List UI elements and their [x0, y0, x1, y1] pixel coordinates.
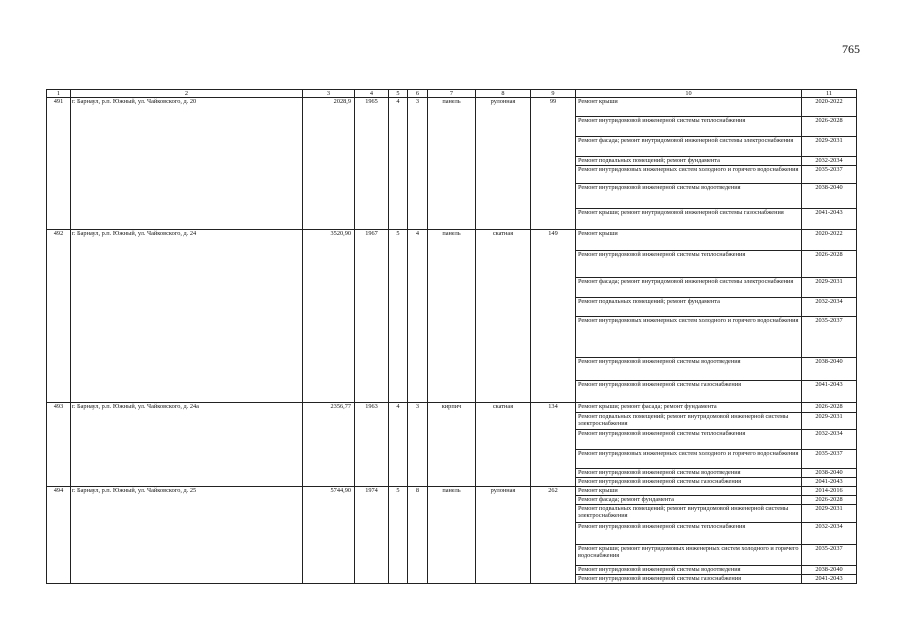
repair-period: 2029-2031 — [802, 137, 857, 157]
repair-work: Ремонт крыши — [576, 487, 802, 496]
repair-work: Ремонт подвальных помещений; ремонт фундамента — [576, 157, 802, 166]
roof-type: рулонная — [476, 98, 531, 230]
repair-work: Ремонт фасада; ремонт внутридомовой инженерной системы электроснабжения — [576, 278, 802, 298]
wall-material: кирпич — [428, 403, 476, 487]
repair-period: 2029-2031 — [802, 278, 857, 298]
building-year: 1965 — [355, 98, 389, 230]
repair-period: 2035-2037 — [802, 166, 857, 184]
building-year: 1967 — [355, 230, 389, 403]
repair-work: Ремонт внутридомовых инженерных систем холодного и горячего водоснабжения — [576, 317, 802, 358]
building-floors: 5 — [389, 230, 408, 403]
repair-work: Ремонт внутридомовой инженерной системы водоотведения — [576, 469, 802, 478]
building-address: г. Барнаул, р.п. Южный, ул. Чайковского, д. 24а — [71, 403, 303, 487]
resident-count: 149 — [531, 230, 576, 403]
repair-period: 2041-2043 — [802, 209, 857, 230]
building-year: 1963 — [355, 403, 389, 487]
repair-work: Ремонт внутридомовой инженерной системы теплоснабжения — [576, 430, 802, 450]
repair-period: 2032-2034 — [802, 523, 857, 545]
building-entrances: 3 — [408, 403, 428, 487]
repair-period: 2026-2028 — [802, 496, 857, 505]
repair-period: 2041-2043 — [802, 478, 857, 487]
repair-work: Ремонт внутридомовой инженерной системы газоснабжения — [576, 381, 802, 403]
repair-work: Ремонт крыши; ремонт внутридомовой инженерной системы газоснабжения — [576, 209, 802, 230]
building-floors: 5 — [389, 487, 408, 584]
repair-work: Ремонт внутридомовой инженерной системы водоотведения — [576, 566, 802, 575]
repair-work: Ремонт подвальных помещений; ремонт фундамента — [576, 298, 802, 317]
repair-period: 2032-2034 — [802, 430, 857, 450]
building-floors: 4 — [389, 98, 408, 230]
column-header: 4 — [355, 90, 389, 98]
column-header: 5 — [389, 90, 408, 98]
column-header: 9 — [531, 90, 576, 98]
table-row — [47, 230, 857, 251]
building-entrances: 4 — [408, 230, 428, 403]
repair-work: Ремонт внутридомовой инженерной системы теплоснабжения — [576, 117, 802, 137]
column-header: 7 — [428, 90, 476, 98]
repair-period: 2041-2043 — [802, 575, 857, 584]
repair-work: Ремонт внутридомовой инженерной системы газоснабжения — [576, 478, 802, 487]
roof-type: рулонная — [476, 487, 531, 584]
repair-period: 2038-2040 — [802, 184, 857, 209]
resident-count: 262 — [531, 487, 576, 584]
building-address: г. Барнаул, р.п. Южный, ул. Чайковского, д. 20 — [71, 98, 303, 230]
building-area: 3520,90 — [303, 230, 355, 403]
building-entrances: 3 — [408, 98, 428, 230]
repair-period: 2038-2040 — [802, 469, 857, 478]
wall-material: панель — [428, 98, 476, 230]
repair-work: Ремонт крыши — [576, 98, 802, 117]
repair-period: 2035-2037 — [802, 545, 857, 566]
repair-work: Ремонт фасада; ремонт фундамента — [576, 496, 802, 505]
repair-work: Ремонт внутридомовой инженерной системы теплоснабжения — [576, 251, 802, 278]
column-header: 1 — [47, 90, 71, 98]
wall-material: панель — [428, 487, 476, 584]
table-row — [47, 403, 857, 413]
column-header: 8 — [476, 90, 531, 98]
repair-period: 2029-2031 — [802, 505, 857, 523]
repair-period: 2038-2040 — [802, 358, 857, 381]
repair-work: Ремонт крыши — [576, 230, 802, 251]
repair-period: 2035-2037 — [802, 317, 857, 358]
repair-work: Ремонт крыши; ремонт фасада; ремонт фундамента — [576, 403, 802, 413]
repair-period: 2038-2040 — [802, 566, 857, 575]
building-area: 2028,9 — [303, 98, 355, 230]
building-area: 5744,90 — [303, 487, 355, 584]
repair-work: Ремонт подвальных помещений; ремонт внутридомовой инженерной системы электроснабжения — [576, 505, 802, 523]
column-number-row — [47, 90, 857, 98]
building-number: 494 — [47, 487, 71, 584]
table-body — [47, 90, 857, 584]
wall-material: панель — [428, 230, 476, 403]
table-row — [47, 98, 857, 117]
repair-period: 2035-2037 — [802, 450, 857, 469]
repair-period: 2032-2034 — [802, 157, 857, 166]
repair-period: 2014-2016 — [802, 487, 857, 496]
repair-period: 2029-2031 — [802, 413, 857, 430]
page-number: 765 — [842, 42, 860, 56]
building-area: 2356,77 — [303, 403, 355, 487]
resident-count: 99 — [531, 98, 576, 230]
building-number: 492 — [47, 230, 71, 403]
building-address: г. Барнаул, р.п. Южный, ул. Чайковского, д. 24 — [71, 230, 303, 403]
repair-work: Ремонт внутридомовых инженерных систем холодного и горячего водоснабжения — [576, 166, 802, 184]
repair-period: 2026-2028 — [802, 403, 857, 413]
repair-work: Ремонт внутридомовой инженерной системы водоотведения — [576, 358, 802, 381]
building-floors: 4 — [389, 403, 408, 487]
repair-work: Ремонт внутридомовой инженерной системы газоснабжения — [576, 575, 802, 584]
repair-period: 2026-2028 — [802, 117, 857, 137]
building-address: г. Барнаул, р.п. Южный, ул. Чайковского, д. 25 — [71, 487, 303, 584]
repair-work: Ремонт внутридомовой инженерной системы водоотведения — [576, 184, 802, 209]
repair-period: 2026-2028 — [802, 251, 857, 278]
building-number: 493 — [47, 403, 71, 487]
repair-period: 2032-2034 — [802, 298, 857, 317]
repair-period: 2020-2022 — [802, 98, 857, 117]
column-header: 10 — [576, 90, 802, 98]
column-header: 3 — [303, 90, 355, 98]
table-row — [47, 487, 857, 496]
building-year: 1974 — [355, 487, 389, 584]
repair-work: Ремонт подвальных помещений; ремонт внутридомовой инженерной системы электроснабжения — [576, 413, 802, 430]
column-header: 11 — [802, 90, 857, 98]
roof-type: скатная — [476, 230, 531, 403]
repair-work: Ремонт фасада; ремонт внутридомовой инженерной системы электроснабжения — [576, 137, 802, 157]
column-header: 6 — [408, 90, 428, 98]
building-number: 491 — [47, 98, 71, 230]
column-header: 2 — [71, 90, 303, 98]
repair-period: 2041-2043 — [802, 381, 857, 403]
capital-repair-table — [46, 89, 857, 584]
repair-work: Ремонт внутридомовых инженерных систем холодного и горячего водоснабжения — [576, 450, 802, 469]
repair-period: 2020-2022 — [802, 230, 857, 251]
repair-work: Ремонт крыши; ремонт внутридомовых инженерных систем холодного и горячего водоснабжения — [576, 545, 802, 566]
roof-type: скатная — [476, 403, 531, 487]
resident-count: 134 — [531, 403, 576, 487]
repair-work: Ремонт внутридомовой инженерной системы теплоснабжения — [576, 523, 802, 545]
building-entrances: 8 — [408, 487, 428, 584]
